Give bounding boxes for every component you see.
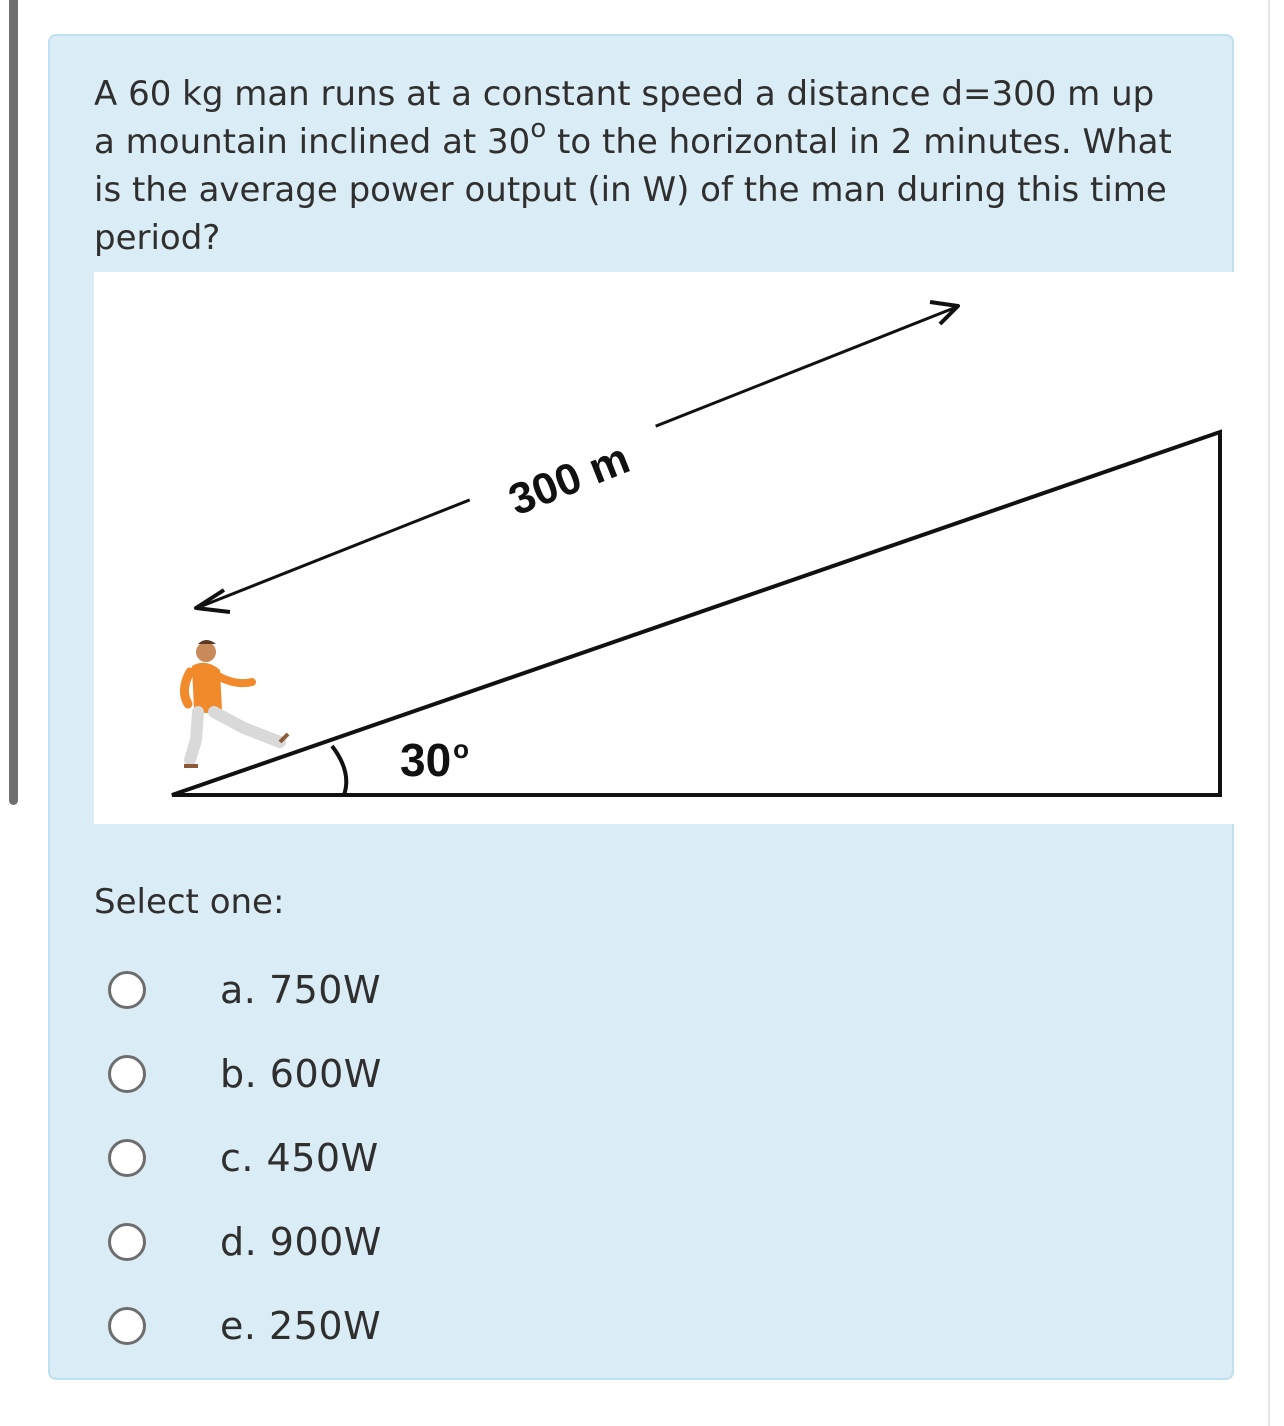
answer-label-b[interactable]: b. 600W <box>220 1052 382 1096</box>
radio-button-a[interactable] <box>108 971 146 1009</box>
radio-button-e[interactable] <box>108 1307 146 1345</box>
distance-label: 300 m <box>502 433 637 526</box>
answer-options-list <box>108 948 508 1368</box>
select-one-prompt: Select one: <box>94 882 285 922</box>
question-card <box>48 34 1234 1380</box>
answer-label-d[interactable]: d. 900W <box>220 1220 382 1264</box>
radio-button-c[interactable] <box>108 1139 146 1177</box>
page-edge-divider <box>1268 0 1270 1426</box>
answer-option-c[interactable] <box>108 1116 508 1200</box>
degree-superscript: o <box>530 113 547 144</box>
answer-label-c[interactable]: c. 450W <box>220 1136 379 1180</box>
answer-option-e[interactable] <box>108 1284 508 1368</box>
answer-label-a[interactable]: a. 750W <box>220 968 382 1012</box>
answer-option-d[interactable] <box>108 1200 508 1284</box>
incline-diagram <box>94 272 1236 824</box>
scrollbar-thumb[interactable] <box>9 0 18 805</box>
runner-figure <box>184 640 288 766</box>
answer-option-a[interactable] <box>108 948 508 1032</box>
answer-option-b[interactable] <box>108 1032 508 1116</box>
answer-label-e[interactable]: e. 250W <box>220 1304 382 1348</box>
question-text: A 60 kg man runs at a constant speed a distance d=300 m up a mountain inclined at 30$^o$ to the horizontal in 2 minutes. What is the average power output (in W) of the man during this time period? <box>94 74 1172 258</box>
radio-button-d[interactable] <box>108 1223 146 1261</box>
angle-arc <box>332 746 346 795</box>
incline-triangle <box>172 432 1220 795</box>
angle-label: 30$^o$ <box>400 734 470 786</box>
scrollbar-track[interactable] <box>0 0 8 1426</box>
radio-button-b[interactable] <box>108 1055 146 1093</box>
